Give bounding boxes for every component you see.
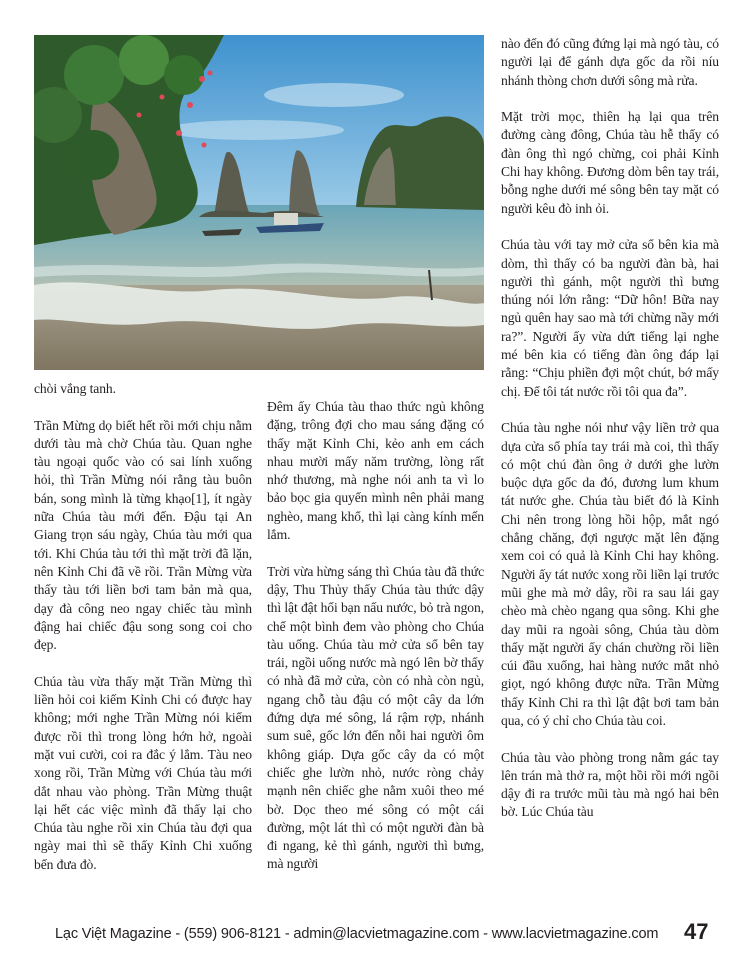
paragraph: Đêm ấy Chúa tàu thao thức ngủ không đặng, trông đợi cho mau sáng đặng có thấy mặt Kỉnh Chi, kẻo anh em cách nhau mười mấy năm trường, lòng rất nhớ thương, mà nghe nói anh ta vì lo bảo bọc gia quyến mình nên phải mang nghèo, mang khổ, thì lại càng kính mến lắm. xyxy=(267,399,484,543)
paragraph: Mặt trời mọc, thiên hạ lại qua trên đường càng đông, Chúa tàu hễ thấy có đàn ông thì ngó chừng, coi phải Kỉnh Chi hay không. Đương dòm bên tay trái, bỗng nghe dưới mé sông bên tay mặt có người kêu đò inh ỏi. xyxy=(501,109,719,216)
paragraph: Chúa tàu nghe nói như vậy liền trở qua dựa cửa sổ phía tay trái mà coi, thì thấy có một chú đàn ông ở dưới ghe lườn buộc dựa gốc da đó, đương lum khum tát nước ghe. Chúa tàu biết đó là Kỉnh Chi nên trong lòng hồi hộp, mắt ngó chẳng chăng, đợi ngược mặt lên đặng xem coi có quả là Kỉnh Chi hay không. Người ấy tát nước xong rồi liền lại trước mũi ghe mà mở dây, rồi ra sau lái gay chèo mà chèo ngang qua sông. Khi ghe day mũi ra ngoài sông, Chúa tàu dòm thấy mặt người ấy chán chường rồi liền cúi đầu xuống, hai hàng nước mắt nhỏ giọt, ngó không được nữa. Trần Mừng thấy Kỉnh Chi ra thì lật đật bơi tam bản qua, có ý chỉ cho Chúa tàu coi. xyxy=(501,420,719,728)
text-column-right xyxy=(501,35,719,822)
paragraph: Chúa tàu vừa thấy mặt Trần Mừng thì liền hỏi coi kiếm Kỉnh Chi có được hay không; mới nghe Trần Mừng nói kiếm được rồi thì trong lòng hớn hở, ngoài mặt vui cười, coi ra đắc ý lắm. Tàu neo xong rồi, Trần Mừng với Chúa tàu mới dắt nhau vào phòng. Trần Mừng thuật lại hết các việc mình đã thấy lại cho Chúa tàu nghe rồi xin Chúa tàu đợi qua ngày mai thì sẽ thấy Kỉnh Chi xuống bến đưa đò. xyxy=(34,673,252,872)
paragraph: chòi vắng tanh. xyxy=(34,381,116,396)
paragraph: Trời vừa hừng sáng thì Chúa tàu đã thức dậy, Thu Thủy thấy Chúa tàu thức dậy thì lật đật hối bạn nấu nước, bỏ trà ngon, chế một bình đem vào phòng cho Chúa tàu uống. Chúa tàu mở cửa sổ bên tay trái, ngồi uống nước mà ngó lên bờ thấy có nhà đã mở cửa, còn có nhà còn ngủ, ngang chỗ tàu đậu có một cây da lớn đứng dựa mé sông, lá rậm rợp, nhánh sum suê, gốc lớn đến nỗi hai người ôm không giáp. Dựa gốc cây da có một chiếc ghe lườn nhỏ, nước ròng chảy mạnh nên chiếc ghe nằm xuôi theo mé bờ. Dọc theo mé sông có một cái đường, một lát thì có một người đàn bà đi ngang, kẻ thì gánh, người thì bưng, mà người xyxy=(267,563,484,872)
footer-text: Lạc Việt Magazine - (559) 906-8121 - admin@lacvietmagazine.com - www.lacvietmagazine.com xyxy=(55,926,659,942)
paragraph: Chúa tàu với tay mở cửa sổ bên kia mà dòm, thì thấy có ba người đàn bà, hai người thì gánh, một người thì bưng thúng nói lớn rằng: “Dữ hôn! Bữa nay ngủ quên hay sao mà tới chừng nầy mới ra?”. Người ấy vừa dứt tiếng lại nghe mé bên kia có tiếng đàn ông đáp lại rằng: “Chịu phiền đợi một chút, bớ mấy chị. Để tôi tát nước rồi tôi qua đa”. xyxy=(501,237,719,399)
text-column-left xyxy=(34,380,252,874)
page-number: 47 xyxy=(684,919,709,944)
paragraph: nào đến đó cũng đứng lại mà ngó tàu, có người lại để gánh dựa gốc da rồi níu nhánh thòng chơn dưới sông mà rửa. xyxy=(501,36,719,88)
text-column-middle xyxy=(267,398,484,874)
paragraph: Chúa tàu vào phòng trong nằm gác tay lên trán mà thở ra, một hồi rồi mới ngồi dậy đi ra trước mũi tàu mà ngó hai bên bờ. Lúc Chúa tàu xyxy=(501,749,719,820)
coastal-photo xyxy=(34,35,484,370)
paragraph: Trần Mừng dọ biết hết rồi mới chịu nằm dưới tàu mà chờ Chúa tàu. Quan nghe tàu ngoại quốc vào có sai lính xuống hỏi, thì Trần Mừng nói rằng tàu buôn bán, song mình là từng khạo[1], ít ngày nữa Chúa tàu mới đến. Đậu tại An Giang trọn sáu ngày, Chúa tàu mới qua tới. Khi Chúa tàu tới thì mặt trời đã lặn, nên Kỉnh Chi đã về rồi. Trần Mừng vừa thấy tàu tới liền bơi tam bản mà qua, dạy đà công neo ngay chiếc tàu mình đậng hai chiếc đậu song song coi cho đẹp. xyxy=(34,417,252,653)
